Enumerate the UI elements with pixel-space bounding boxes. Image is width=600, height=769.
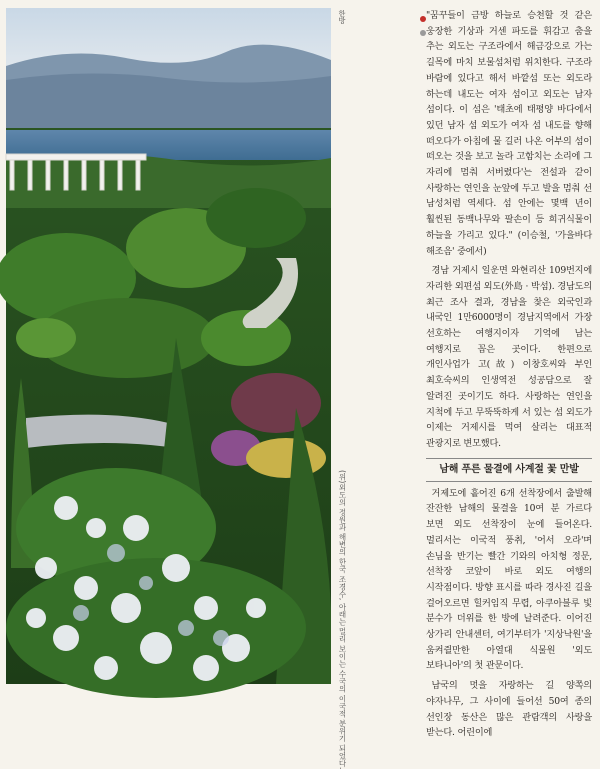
section-subhead: 남해 푸른 물결에 사계절 꽃 만발 bbox=[426, 458, 592, 482]
photo-caption: (위)외도의 정원과 해변의 한국 조경수, 아래는 멀리 보이는 수국의 이국적 분위기 되었다. bbox=[338, 470, 347, 769]
garden-photo-image bbox=[6, 8, 331, 684]
article-paragraph: 거제도에 흩어진 6개 선착장에서 출발해 잔잔한 남해의 물결을 10여 분 가르다 보면 외도 선착장이 눈에 들어온다. 멀리서는 이국적 풍취, '어서 오라'며 손님을 반기는 빨간 기와의 아치형 정문, 선착장 코앞이 바로 외도 여행의 시작점이다. 방향 표시를 따라 경사진 길을 걸어오르면 힐커임직 무렵, 아쿠아블루 빛 분수가 더위를 한 방에 날려준다. 이어진 상가리 안내센터, 여기부터가 '지상낙원'을 움켜쥘만한 아열대 식물원 '외도 보타니아'의 첫 관문이다. bbox=[426, 487, 592, 672]
article-paragraph: "꿈꾸들이 금방 하늘로 승천할 것 같은 웅장한 기상과 거센 파도를 휘감고 춤을 추는 외도는 구조라에서 해금강으로 가는 길목에 마치 보물섬처럼 위치한다. 구조라 바람에 있다고 해서 바깥섬 또는 외도라 하는데 내도는 여자 섬이고 외도는 남자 섬이다. 이 섬은 '태초에 태평양 바다에서 있던 남자 섬 외도가 여자 섬 내도를 향해 떠오다가 아침에 물 길러 나온 어부의 섬이 떠오는 것을 보고 놀라 고함치는 소리에 그 자리에 멈춰 서버렸다'는 전설과 같이 사랑하는 연인을 눈앞에 두고 발을 멈춰 선 남성처럼 역세다. 섬 안에는 몇백 년이 훨씬된 동백나무와 팔손이 등 희귀식물이 하늘을 가리고 있다." (이승철, '가을바다 해조음' 중에서) bbox=[426, 10, 592, 257]
garden-photo bbox=[6, 8, 331, 684]
article-paragraph: 남국의 멋을 자랑하는 길 양쪽의 야자나무, 그 사이에 들어선 50여 종의 선인장 동산은 많은 관람객의 사랑을 받는다. 어린이에 bbox=[426, 680, 592, 739]
article-body bbox=[426, 8, 592, 739]
page-folio: 한방 bbox=[338, 10, 346, 24]
article-paragraph: 경남 거제시 일운면 와현리산 109번지에 자리한 외편섬 외도(外島 · 박섬). 경남도의 최근 조사 결과, 경남을 찾은 외국인과 내국인 1만6000명이 경남지역에서 가장 선호하는 여행지이자 기억에 남는 여행지로 꼽은 곳이다. 한편으로 개인사업가 고(故) 이창호씨와 부인 최호숙씨의 인생역전 성공담으로 잘 알려진 곳이기도 하다. 사랑하는 연인을 지척에 두고 무뚝뚝하게 서 있는 섬 외도가 이제는 거제시를 먹여 살리는 대표적 관광지로 변모했다. bbox=[426, 265, 592, 449]
